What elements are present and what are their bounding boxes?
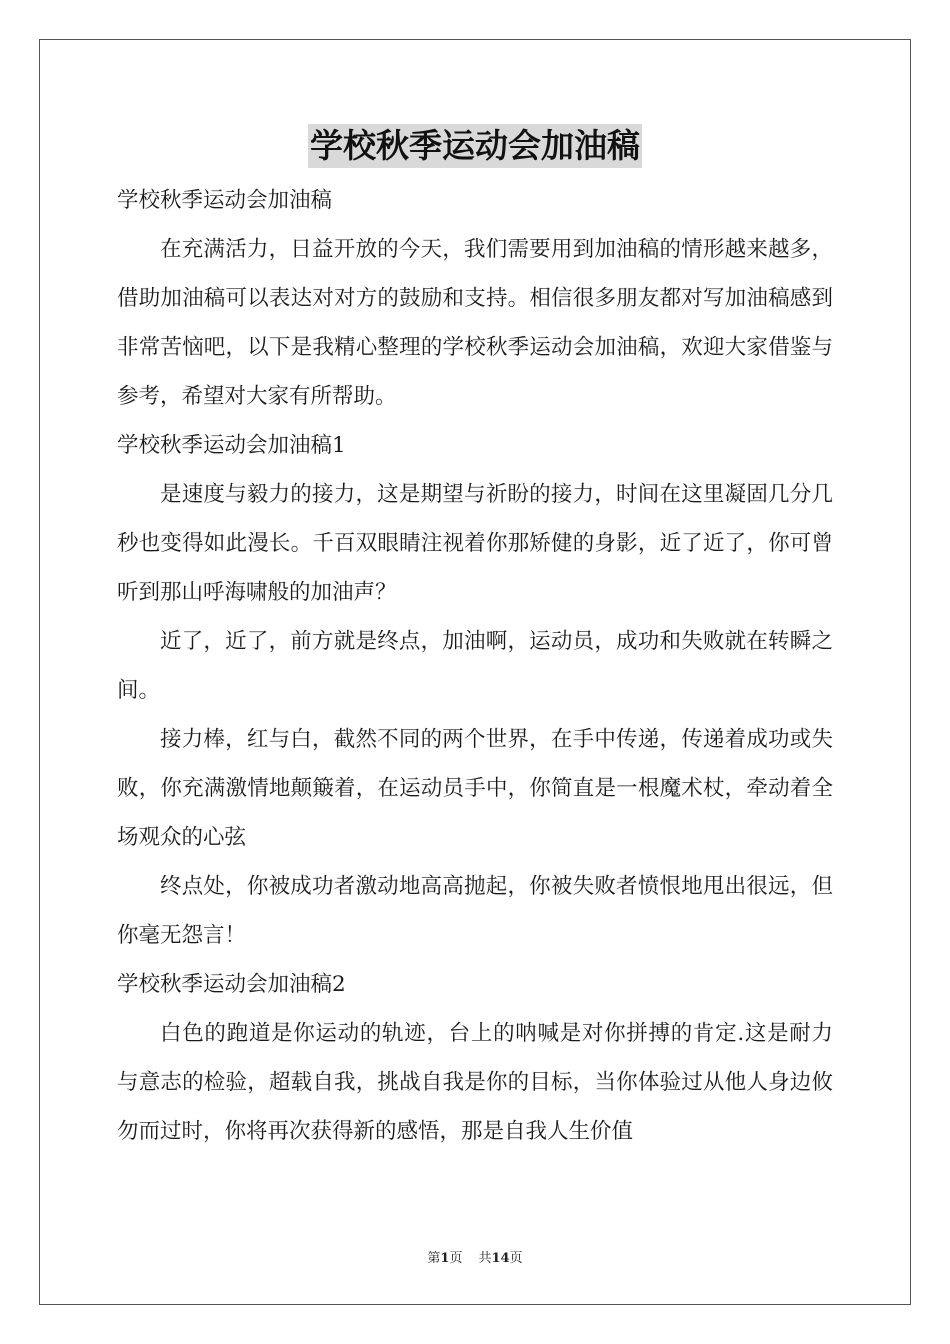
paragraph: 终点处，你被成功者激动地高高抛起，你被失败者愤恨地甩出很远，但你毫无怨言！ [117,874,833,948]
footer-total-suffix: 页 [509,1251,523,1266]
footer-page-prefix: 第 [427,1251,441,1266]
document-body [117,176,833,1156]
footer-page-suffix: 页 [449,1251,463,1266]
paragraph: 学校秋季运动会加油稿 [117,188,333,213]
paragraph: 学校秋季运动会加油稿2 [117,972,346,997]
paragraph: 是速度与毅力的接力，这是期望与祈盼的接力，时间在这里凝固几分几秒也变得如此漫长。千百双眼睛注视着你那矫健的身影，近了近了，你可曾听到那山呼海啸般的加油声？ [117,482,833,605]
paragraph: 学校秋季运动会加油稿1 [117,433,346,458]
paragraph: 近了，近了，前方就是终点，加油啊，运动员，成功和失败就在转瞬之间。 [117,629,833,703]
footer-total-pages: 14 [491,1251,510,1266]
footer-total-prefix: 共 [478,1251,492,1266]
paragraph: 白色的跑道是你运动的轨迹，台上的呐喊是对你拼搏的肯定.这是耐力与意志的检验，超载自我，挑战自我是你的目标，当你体验过从他人身边攸勿而过时，你将再次获得新的感悟，那是自我人生价值 [117,1021,833,1144]
page-footer [0,1247,950,1266]
document-title: 学校秋季运动会加油稿 [308,124,642,168]
paragraph: 在充满活力，日益开放的今天，我们需要用到加油稿的情形越来越多，借助加油稿可以表达对对方的鼓励和支持。相信很多朋友都对写加油稿感到非常苦恼吧，以下是我精心整理的学校秋季运动会加油稿，欢迎大家借鉴与参考，希望对大家有所帮助。 [117,237,833,409]
paragraph: 接力棒，红与白，截然不同的两个世界，在手中传递，传递着成功或失败，你充满激情地颠簸着，在运动员手中，你简直是一根魔术杖，牵动着全场观众的心弦 [117,727,833,850]
footer-page-number: 1 [440,1251,450,1266]
title-container [0,124,950,168]
